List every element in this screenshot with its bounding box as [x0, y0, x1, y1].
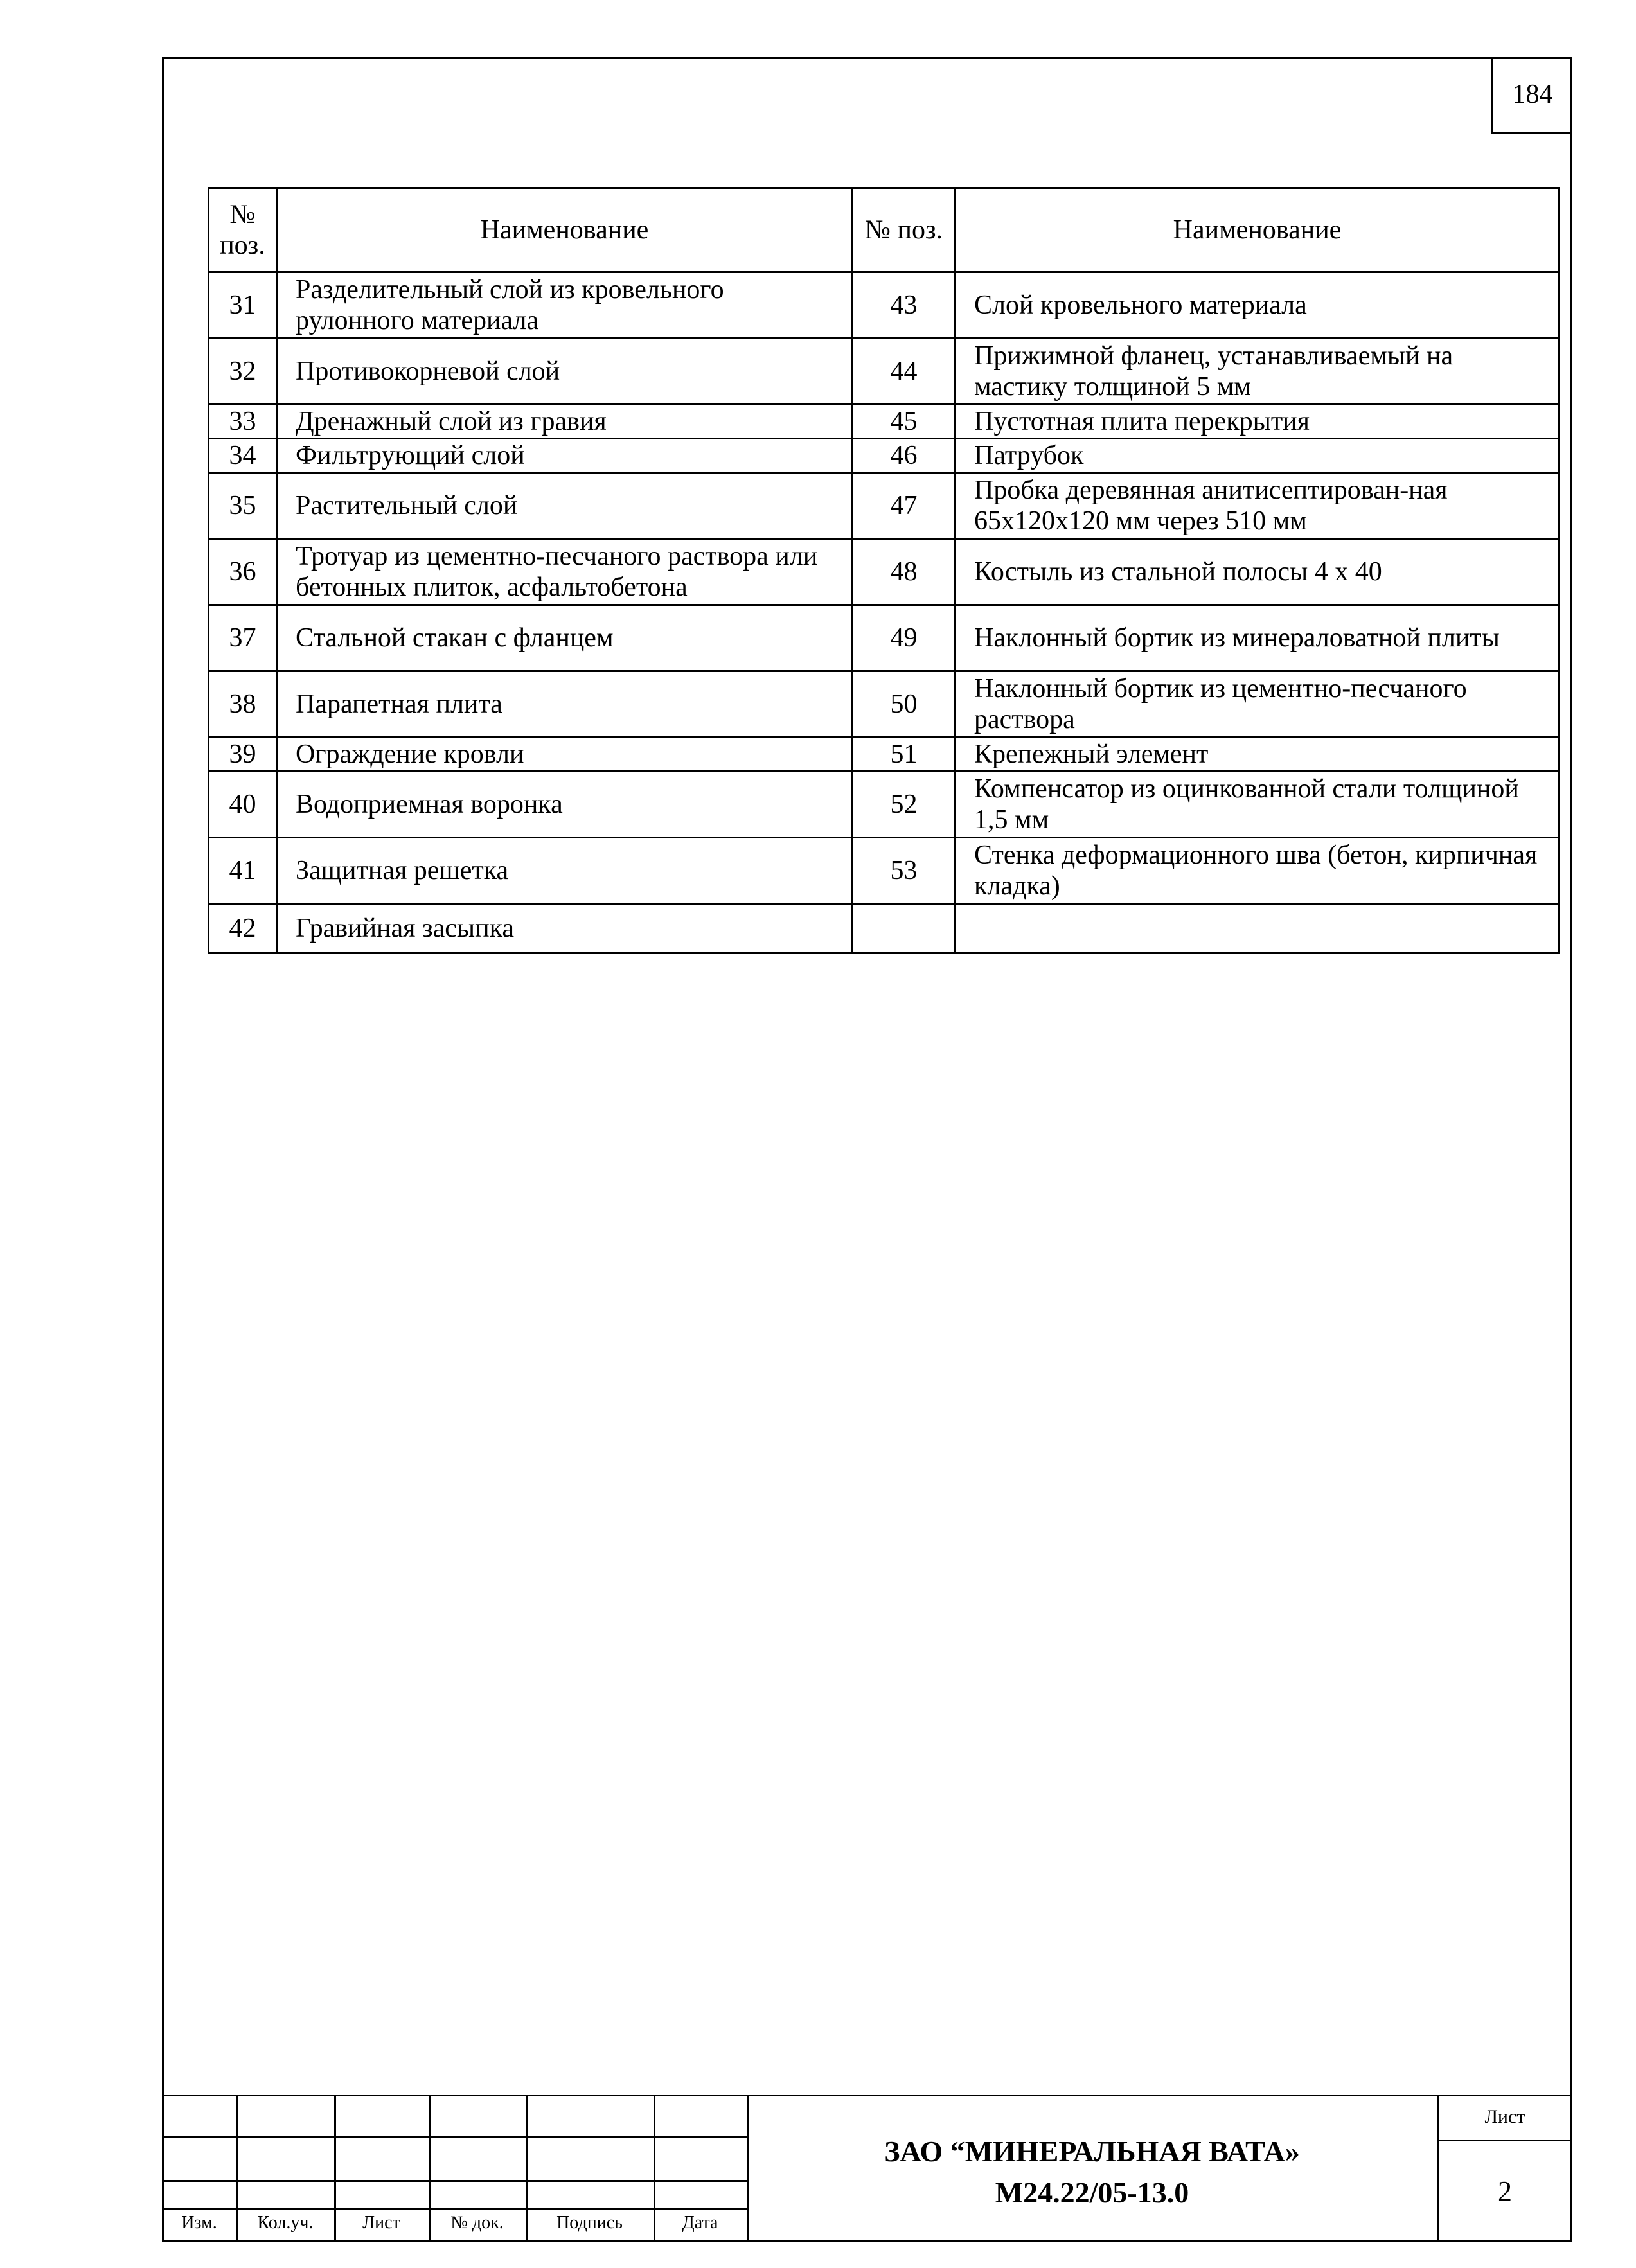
label-sheet: Лист — [362, 2213, 400, 2233]
table-row — [209, 738, 1560, 772]
pos-number: 39 — [209, 738, 277, 772]
table-row — [209, 838, 1560, 904]
grid-line — [162, 2180, 747, 2182]
pos-number: 41 — [209, 838, 277, 904]
item-name: Пустотная плита перекрытия — [956, 405, 1560, 439]
item-name: Компенсатор из оцинкованной стали толщиной 1,5 мм — [956, 772, 1560, 838]
pos-number: 43 — [853, 272, 956, 339]
label-count: Кол.уч. — [257, 2213, 314, 2233]
table-row — [209, 671, 1560, 738]
pos-number: 36 — [209, 539, 277, 605]
item-name: Дренажный слой из гравия — [277, 405, 853, 439]
page-number: 184 — [1491, 57, 1572, 134]
pos-number: 33 — [209, 405, 277, 439]
grid-line — [162, 2136, 747, 2138]
item-name: Патрубок — [956, 439, 1560, 473]
label-change: Изм. — [181, 2213, 217, 2233]
item-name: Тротуар из цементно-песчаного раствора или бетонных плиток, асфальтобетона — [277, 539, 853, 605]
item-name: Стенка деформационного шва (бетон, кирпичная кладка) — [956, 838, 1560, 904]
label-date: Дата — [682, 2213, 718, 2233]
item-name — [956, 904, 1560, 953]
pos-number: 53 — [853, 838, 956, 904]
pos-number: 44 — [853, 339, 956, 405]
pos-number — [853, 904, 956, 953]
item-name: Наклонный бортик из цементно-песчаного раствора — [956, 671, 1560, 738]
item-name: Водоприемная воронка — [277, 772, 853, 838]
pos-number: 51 — [853, 738, 956, 772]
item-name: Прижимной фланец, устанавливаемый на мастику толщиной 5 мм — [956, 339, 1560, 405]
item-name: Противокорневой слой — [277, 339, 853, 405]
pos-number: 32 — [209, 339, 277, 405]
item-name: Костыль из стальной полосы 4 х 40 — [956, 539, 1560, 605]
specification-table — [208, 187, 1560, 954]
item-name: Крепежный элемент — [956, 738, 1560, 772]
table-row — [209, 772, 1560, 838]
header-name-left: Наименование — [277, 188, 853, 272]
pos-number: 46 — [853, 439, 956, 473]
pos-number: 31 — [209, 272, 277, 339]
pos-number: 37 — [209, 605, 277, 671]
pos-number: 47 — [853, 473, 956, 539]
pos-number: 48 — [853, 539, 956, 605]
item-name: Разделительный слой из кровельного рулонного материала — [277, 272, 853, 339]
header-num-right: № поз. — [853, 188, 956, 272]
label-signature: Подпись — [556, 2213, 623, 2233]
table-row — [209, 473, 1560, 539]
table-header-row — [209, 188, 1560, 272]
table-row — [209, 904, 1560, 953]
pos-number: 35 — [209, 473, 277, 539]
header-num-left: № поз. — [209, 188, 277, 272]
title-block — [162, 2095, 1572, 2242]
sheet-number: 2 — [1498, 2175, 1512, 2207]
organization-name: ЗАО “МИНЕРАЛЬНАЯ ВАТА» — [884, 2135, 1300, 2168]
item-name: Гравийная засыпка — [277, 904, 853, 953]
item-name: Ограждение кровли — [277, 738, 853, 772]
item-name: Растительный слой — [277, 473, 853, 539]
pos-number: 45 — [853, 405, 956, 439]
label-doc-number: № док. — [450, 2213, 504, 2233]
pos-number: 49 — [853, 605, 956, 671]
organization-block — [747, 2095, 1437, 2242]
table-row — [209, 272, 1560, 339]
sheet-label: Лист — [1484, 2106, 1525, 2127]
table-row — [209, 439, 1560, 473]
item-name: Слой кровельного материала — [956, 272, 1560, 339]
document-code: М24.22/05-13.0 — [995, 2176, 1189, 2209]
table-row — [209, 339, 1560, 405]
item-name: Пробка деревянная анитисептирован-ная 65х120х120 мм через 510 мм — [956, 473, 1560, 539]
pos-number: 50 — [853, 671, 956, 738]
item-name: Стальной стакан с фланцем — [277, 605, 853, 671]
item-name: Защитная решетка — [277, 838, 853, 904]
item-name: Фильтрующий слой — [277, 439, 853, 473]
pos-number: 52 — [853, 772, 956, 838]
header-name-right: Наименование — [956, 188, 1560, 272]
pos-number: 38 — [209, 671, 277, 738]
table-row — [209, 405, 1560, 439]
item-name: Парапетная плита — [277, 671, 853, 738]
pos-number: 40 — [209, 772, 277, 838]
pos-number: 42 — [209, 904, 277, 953]
pos-number: 34 — [209, 439, 277, 473]
item-name: Наклонный бортик из минераловатной плиты — [956, 605, 1560, 671]
table-row — [209, 539, 1560, 605]
table-row — [209, 605, 1560, 671]
